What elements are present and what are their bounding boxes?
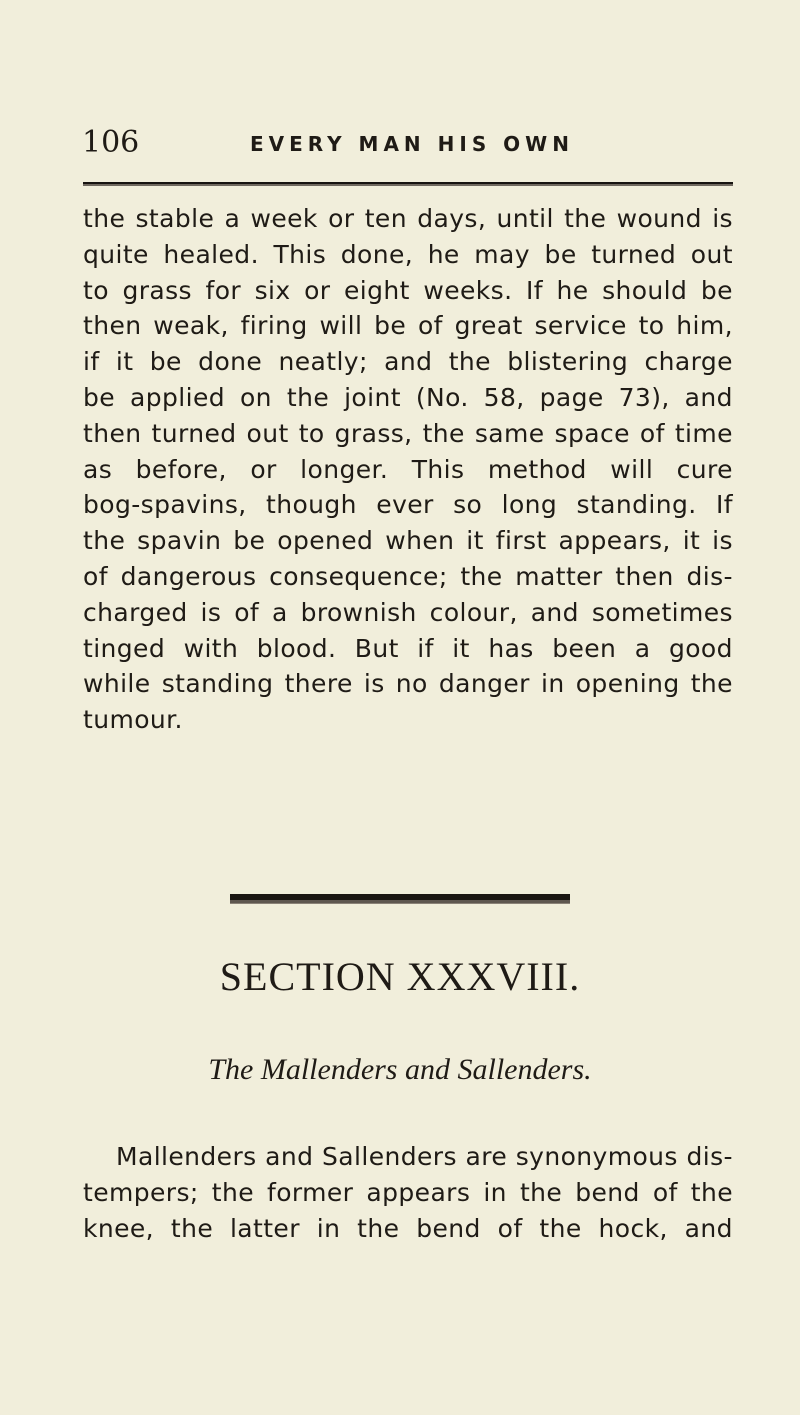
text-line: tinged with blood. But if it has been a good [83, 633, 733, 663]
text-line: quite healed. This done, he may be turned out [83, 239, 733, 269]
running-head: EVERY MAN HIS OWN [250, 132, 574, 156]
body-text-bottom [83, 1139, 733, 1247]
text-line: Mallenders and Sallenders are synonymous dis- [116, 1142, 733, 1171]
section-title: SECTION XXXVIII. [219, 954, 581, 999]
page-header [82, 125, 732, 164]
text-line: bog-spavins, though ever so long standing. If [83, 490, 733, 520]
text-line: charged is of a brownish colour, and sometimes [83, 597, 733, 627]
text-line: if it be done neatly; and the blistering charge [83, 347, 733, 377]
text-line: knee, the latter in the bend of the hock, and [83, 1214, 733, 1243]
text-line: of dangerous consequence; the matter then dis- [83, 561, 733, 591]
section-subtitle: The Mallenders and Sallenders. [208, 1053, 592, 1086]
text-line: then weak, firing will be of great service to him, [83, 311, 733, 341]
text-line: while standing there is no danger in opening the [83, 669, 733, 699]
text-line: to grass for six or eight weeks. If he should be [83, 275, 733, 305]
text-line: tempers; the former appears in the bend of the [83, 1178, 733, 1207]
text-line: the stable a week or ten days, until the wound is [83, 204, 733, 233]
text-line: be applied on the joint (No. 58, page 73), and [83, 382, 733, 412]
header-rule [83, 182, 733, 186]
text-line-last: tumour. [83, 705, 183, 735]
section-divider-rule [230, 894, 570, 903]
page-number: 106 [82, 125, 140, 160]
body-text-top [83, 201, 733, 738]
text-line: the spavin be opened when it first appears, it is [83, 526, 733, 556]
text-line: then turned out to grass, the same space of time [83, 418, 733, 448]
text-line: as before, or longer. This method will cure [83, 454, 733, 484]
